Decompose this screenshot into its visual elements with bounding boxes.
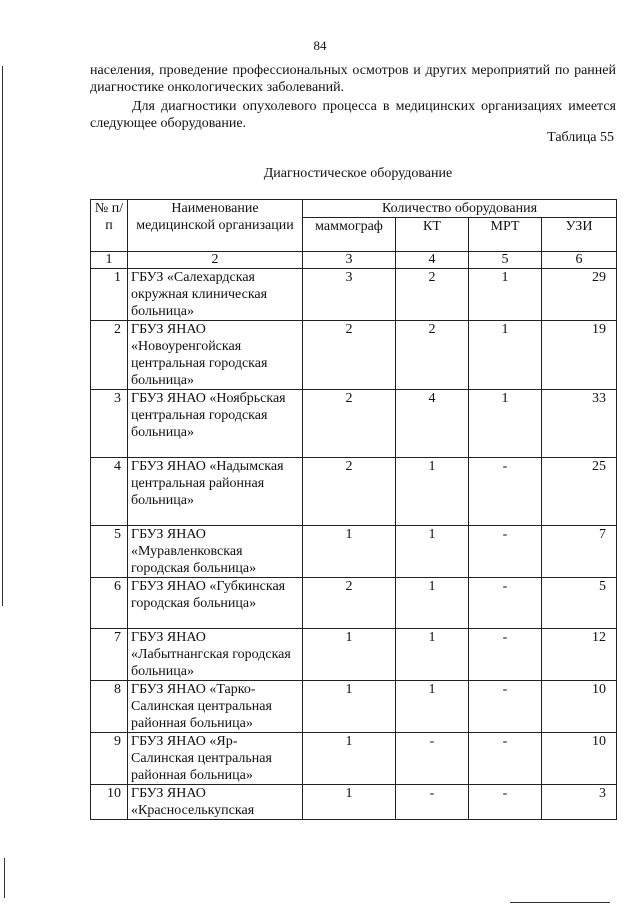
row-mrt: - [469, 578, 542, 629]
table-row [91, 390, 617, 458]
table-row [91, 458, 617, 526]
row-mrt: 1 [469, 321, 542, 390]
row-num: 8 [91, 681, 128, 733]
row-mrt: - [469, 526, 542, 578]
index-cell: 6 [542, 252, 617, 269]
row-kt: - [396, 733, 469, 785]
row-org-name: ГБУЗ ЯНАО «Тарко-Салинская центральная районная больница» [128, 681, 303, 733]
row-kt: - [396, 785, 469, 820]
row-mammograph: 2 [303, 390, 396, 458]
row-kt: 4 [396, 390, 469, 458]
index-cell: 5 [469, 252, 542, 269]
row-org-name: ГБУЗ «Салехардская окружная клиническая больница» [128, 269, 303, 321]
row-kt: 2 [396, 321, 469, 390]
row-usi: 33 [542, 390, 617, 458]
table-row [91, 785, 617, 820]
header-mrt: МРТ [469, 218, 542, 252]
table-row [91, 269, 617, 321]
row-usi: 19 [542, 321, 617, 390]
index-cell: 4 [396, 252, 469, 269]
table-row [91, 321, 617, 390]
table-row [91, 733, 617, 785]
row-mrt: - [469, 785, 542, 820]
scan-edge-line [2, 66, 3, 606]
table-row [91, 629, 617, 681]
row-usi: 12 [542, 629, 617, 681]
row-mammograph: 2 [303, 321, 396, 390]
table-row [91, 681, 617, 733]
row-num: 10 [91, 785, 128, 820]
row-num: 5 [91, 526, 128, 578]
row-kt: 1 [396, 681, 469, 733]
row-num: 1 [91, 269, 128, 321]
row-num: 3 [91, 390, 128, 458]
row-org-name: ГБУЗ ЯНАО «Новоуренгойская центральная городская больница» [128, 321, 303, 390]
row-mrt: - [469, 629, 542, 681]
index-cell: 1 [91, 252, 128, 269]
row-org-name: ГБУЗ ЯНАО «Губкинская городская больница» [128, 578, 303, 629]
index-cell: 2 [128, 252, 303, 269]
paragraph-continuation: населения, проведение профессиональных осмотров и других мероприятий по ранней диагностике онкологических заболеваний. [90, 63, 616, 95]
column-index-row [91, 252, 617, 269]
row-org-name: ГБУЗ ЯНАО «Ноябрьская центральная городская больница» [128, 390, 303, 458]
header-mammograph: маммограф [303, 218, 396, 252]
row-num: 7 [91, 629, 128, 681]
row-num: 2 [91, 321, 128, 390]
row-kt: 1 [396, 458, 469, 526]
row-org-name: ГБУЗ ЯНАО «Красноселькупская [128, 785, 303, 820]
header-quantity: Количество оборудования [303, 200, 617, 218]
row-mammograph: 2 [303, 578, 396, 629]
paragraph-equipment-intro: Для диагностики опухолевого процесса в медицинских организациях имеется следующее оборудование. [90, 99, 616, 131]
row-num: 4 [91, 458, 128, 526]
row-org-name: ГБУЗ ЯНАО «Муравленковская городская больница» [128, 526, 303, 578]
header-org-name: Наименование медицинской организации [128, 200, 303, 252]
row-org-name: ГБУЗ ЯНАО «Яр-Салинская центральная районная больница» [128, 733, 303, 785]
row-mammograph: 1 [303, 681, 396, 733]
row-org-name: ГБУЗ ЯНАО «Лабытнангская городская больница» [128, 629, 303, 681]
row-mrt: - [469, 733, 542, 785]
row-kt: 2 [396, 269, 469, 321]
header-row-top [91, 200, 617, 218]
table-label: Таблица 55 [547, 130, 614, 145]
row-kt: 1 [396, 578, 469, 629]
row-mrt: 1 [469, 269, 542, 321]
row-kt: 1 [396, 629, 469, 681]
row-mammograph: 2 [303, 458, 396, 526]
header-kt: КТ [396, 218, 469, 252]
scan-edge-line [4, 858, 5, 898]
page-number: 84 [313, 38, 327, 53]
row-usi: 29 [542, 269, 617, 321]
table-title: Диагностическое оборудование [263, 166, 453, 181]
row-mammograph: 1 [303, 629, 396, 681]
row-num: 6 [91, 578, 128, 629]
row-usi: 10 [542, 681, 617, 733]
row-kt: 1 [396, 526, 469, 578]
header-usi: УЗИ [542, 218, 617, 252]
scan-bottom-line [510, 902, 610, 903]
row-mammograph: 1 [303, 526, 396, 578]
table-row [91, 578, 617, 629]
row-usi: 25 [542, 458, 617, 526]
row-num: 9 [91, 733, 128, 785]
row-usi: 5 [542, 578, 617, 629]
row-usi: 10 [542, 733, 617, 785]
row-usi: 3 [542, 785, 617, 820]
row-mammograph: 3 [303, 269, 396, 321]
index-cell: 3 [303, 252, 396, 269]
header-num: № п/п [91, 200, 128, 252]
table-row [91, 526, 617, 578]
row-mammograph: 1 [303, 785, 396, 820]
row-mrt: 1 [469, 390, 542, 458]
equipment-table [90, 199, 617, 820]
row-mrt: - [469, 458, 542, 526]
row-mrt: - [469, 681, 542, 733]
row-mammograph: 1 [303, 733, 396, 785]
row-usi: 7 [542, 526, 617, 578]
row-org-name: ГБУЗ ЯНАО «Надымская центральная районная больница» [128, 458, 303, 526]
